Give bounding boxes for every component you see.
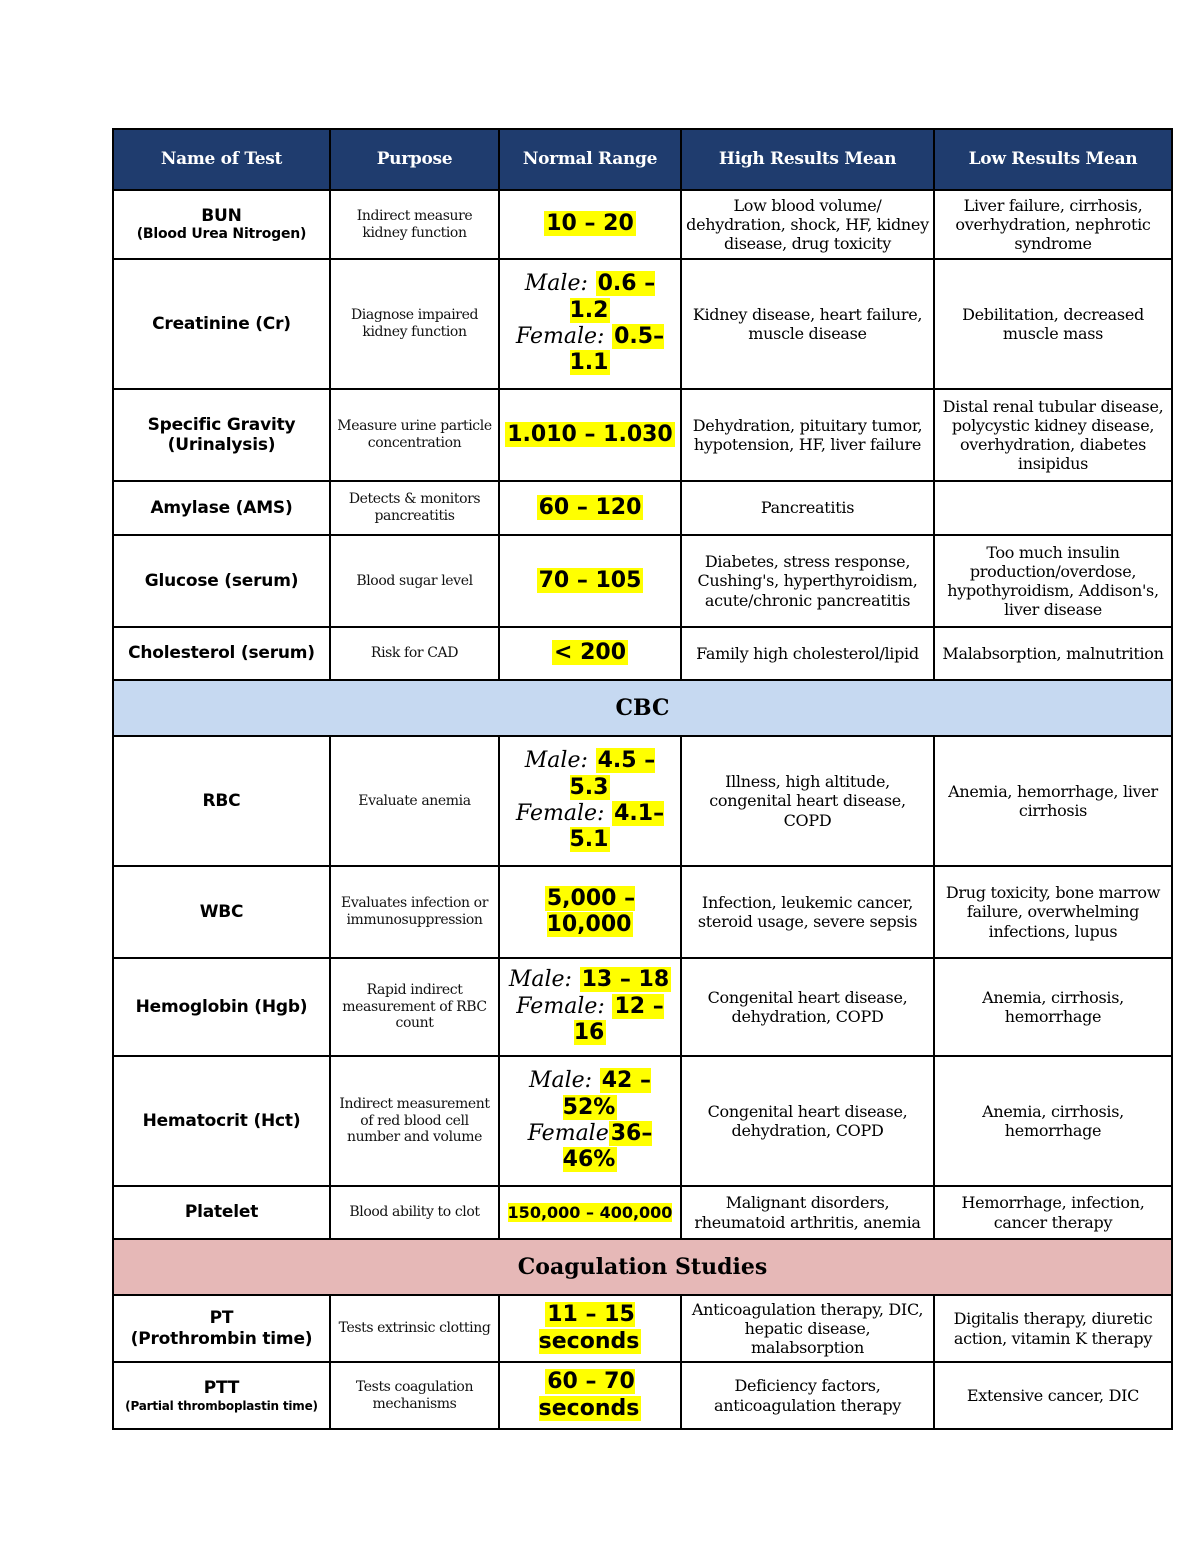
table-row-creatinine [113,259,1172,389]
female-range: 0.5– 1.1 [569,324,665,376]
test-name-sub: (Prothrombin time) [130,1328,313,1349]
high-results: Low blood volume/ dehydration, shock, HF, kidney disease, drug toxicity [681,190,934,259]
normal-range [499,1362,681,1429]
high-results: Pancreatitis [681,481,934,535]
normal-range [499,535,681,627]
test-name: Hemoglobin (Hgb) [113,958,330,1056]
table-row-cholesterol [113,627,1172,680]
male-range: 42 – 52% [562,1068,652,1120]
female-range: 4.1– 5.1 [569,801,665,853]
test-name-main: PTT [203,1378,240,1399]
table-row-bun [113,190,1172,259]
normal-range [499,259,681,389]
table-row-pt [113,1295,1172,1362]
table-row-rbc [113,736,1172,866]
test-name: Glucose (serum) [113,535,330,627]
table-row-specific-gravity [113,389,1172,481]
test-purpose: Rapid indirect measurement of RBC count [330,958,499,1056]
test-name: Hematocrit (Hct) [113,1056,330,1186]
section-title-cbc: CBC [113,680,1172,736]
low-results: Distal renal tubular disease, polycystic kidney disease, overhydration, diabetes insipidus [934,389,1172,481]
test-purpose: Indirect measurement of red blood cell number and volume [330,1056,499,1186]
lab-values-table [112,128,1173,1430]
low-results: Extensive cancer, DIC [934,1362,1172,1429]
table-row-hemoglobin [113,958,1172,1056]
high-results: Congenital heart disease, dehydration, COPD [681,958,934,1056]
range-value: 60 – 120 [538,494,642,520]
low-results: Too much insulin production/overdose, hypothyroidism, Addison's, liver disease [934,535,1172,627]
test-purpose: Risk for CAD [330,627,499,680]
table-row-hematocrit [113,1056,1172,1186]
female-range: 12 – 16 [573,993,664,1046]
section-header-coagulation [113,1239,1172,1295]
test-name-main: PT [209,1308,234,1329]
low-results: Debilitation, decreased muscle mass [934,259,1172,389]
test-name: RBC [113,736,330,866]
male-range: 13 – 18 [581,967,670,993]
test-purpose: Detects & monitors pancreatitis [330,481,499,535]
table-row-ptt [113,1362,1172,1429]
normal-range [499,389,681,481]
normal-range [499,190,681,259]
range-value: 60 – 70 seconds [538,1369,640,1421]
test-name: WBC [113,866,330,958]
low-results: Hemorrhage, infection, cancer therapy [934,1186,1172,1239]
test-name-sub: (Partial thromboplastin time) [125,1398,318,1413]
normal-range [499,958,681,1056]
low-results: Anemia, hemorrhage, liver cirrhosis [934,736,1172,866]
normal-range [499,481,681,535]
high-results: Malignant disorders, rheumatoid arthritis, anemia [681,1186,934,1239]
high-results: Infection, leukemic cancer, steroid usage, severe sepsis [681,866,934,958]
test-name: Specific Gravity (Urinalysis) [113,389,330,481]
low-results: Drug toxicity, bone marrow failure, overwhelming infections, lupus [934,866,1172,958]
high-results: Anticoagulation therapy, DIC, hepatic disease, malabsorption [681,1295,934,1362]
header-row [113,129,1172,190]
header-low-results: Low Results Mean [934,129,1172,190]
normal-range [499,627,681,680]
header-purpose: Purpose [330,129,499,190]
range-value: < 200 [553,640,626,666]
high-results: Congenital heart disease, dehydration, COPD [681,1056,934,1186]
header-normal-range: Normal Range [499,129,681,190]
female-range: 36– 46% [562,1121,653,1173]
range-value: 10 – 20 [546,211,634,237]
section-header-cbc [113,680,1172,736]
test-purpose: Measure urine particle concentration [330,389,499,481]
test-name [113,1295,330,1362]
table-row-platelet [113,1186,1172,1239]
low-results: Malabsorption, malnutrition [934,627,1172,680]
low-results: Liver failure, cirrhosis, overhydration, nephrotic syndrome [934,190,1172,259]
high-results: Diabetes, stress response, Cushing's, hyperthyroidism, acute/chronic pancreatitis [681,535,934,627]
test-name: Cholesterol (serum) [113,627,330,680]
test-purpose: Tests extrinsic clotting [330,1295,499,1362]
test-name [113,190,330,259]
test-purpose: Blood sugar level [330,535,499,627]
range-value: 5,000 – 10,000 [546,885,636,937]
female-label: Female: [515,801,605,826]
header-name-of-test: Name of Test [113,129,330,190]
test-name: Creatinine (Cr) [113,259,330,389]
normal-range [499,1295,681,1362]
male-label: Male: [524,748,588,774]
normal-range [499,1186,681,1239]
normal-range [499,866,681,958]
test-purpose: Tests coagulation mechanisms [330,1362,499,1429]
test-purpose: Blood ability to clot [330,1186,499,1239]
female-label: Female [527,1121,609,1146]
range-value: 11 – 15 seconds [538,1302,640,1354]
range-value: 70 – 105 [538,567,642,593]
test-purpose: Diagnose impaired kidney function [330,259,499,389]
male-range: 4.5 – 5.3 [569,748,656,800]
section-title-coagulation: Coagulation Studies [113,1239,1172,1295]
test-purpose: Indirect measure kidney function [330,190,499,259]
male-label: Male: [524,271,588,297]
test-name: Amylase (AMS) [113,481,330,535]
low-results: Anemia, cirrhosis, hemorrhage [934,1056,1172,1186]
high-results: Kidney disease, heart failure, muscle disease [681,259,934,389]
test-purpose: Evaluate anemia [330,736,499,866]
female-label: Female: [516,993,605,1019]
high-results: Illness, high altitude, congenital heart disease, COPD [681,736,934,866]
test-purpose: Evaluates infection or immunosuppression [330,866,499,958]
normal-range [499,1056,681,1186]
table-row-amylase [113,481,1172,535]
header-high-results: High Results Mean [681,129,934,190]
high-results: Dehydration, pituitary tumor, hypotension, HF, liver failure [681,389,934,481]
test-name-main: BUN [201,205,242,226]
range-value: 1.010 – 1.030 [507,421,673,447]
table-row-wbc [113,866,1172,958]
test-name: Platelet [113,1186,330,1239]
male-range: 0.6 – 1.2 [569,271,656,323]
low-results [934,481,1172,535]
male-label: Male: [528,1068,593,1094]
high-results: Family high cholesterol/lipid [681,627,934,680]
low-results: Digitalis therapy, diuretic action, vitamin K therapy [934,1295,1172,1362]
range-value: 150,000 – 400,000 [507,1203,673,1223]
normal-range [499,736,681,866]
high-results: Deficiency factors, anticoagulation therapy [681,1362,934,1429]
low-results: Anemia, cirrhosis, hemorrhage [934,958,1172,1056]
female-label: Female: [515,324,605,349]
table-row-glucose [113,535,1172,627]
male-label: Male: [508,967,572,993]
test-name-sub: (Blood Urea Nitrogen) [136,226,307,243]
test-name [113,1362,330,1429]
